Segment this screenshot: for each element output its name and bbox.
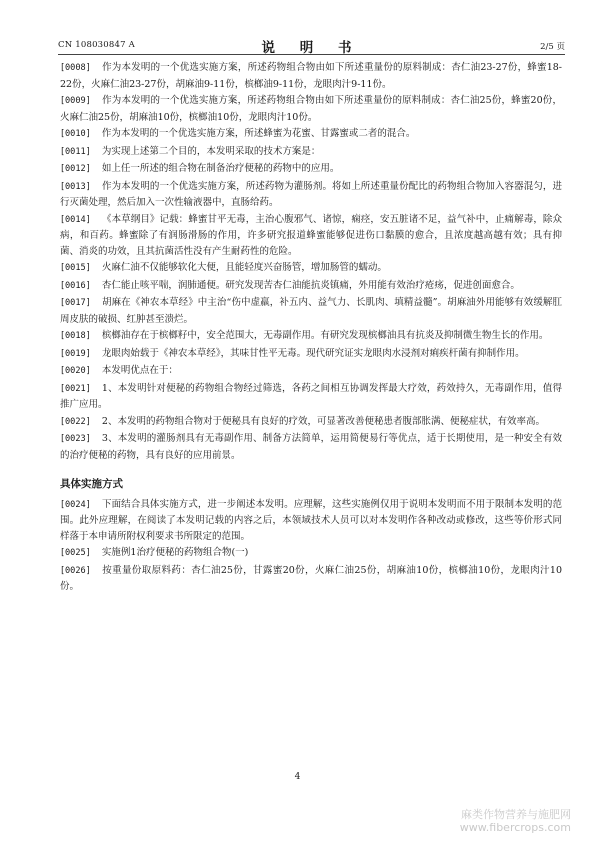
paragraph-number: [0008] [59, 63, 91, 73]
page-header [58, 36, 565, 56]
paragraph-number: [0024] [59, 499, 91, 510]
paragraph-number: [0009] [59, 96, 91, 106]
paragraph [60, 278, 562, 295]
paragraph-number: [0011] [59, 146, 91, 157]
paragraph-text: 下面结合具体实施方式，进一步阐述本发明。应理解，这些实施例仅用于说明本发明而不用于限制本发明的范围。此外应理解，在阅读了本发明记载的内容之后，本领域技术人员可以对本发明作各种改动或修改，这些等价形式同样落于本申请所附权利要求书所限定的范围。 [60, 498, 562, 542]
document-title: 说 明 书 [261, 40, 362, 56]
paragraph-text: 作为本发明的一个优选实施方案，所述药物组合物由如下所述重量份的原料制成：杏仁油23-27份，蜂蜜18-22份，火麻仁油23-27份，胡麻油9-11份，槟榔油9-11份，龙眼肉汁9-11份。 [60, 62, 562, 90]
paragraph-text: 作为本发明的一个优选实施方案，所述蜂蜜为花蜜、甘露蜜或二者的混合。 [101, 128, 416, 139]
paragraph [60, 497, 562, 545]
watermark-line-1: 麻类作物营养与施肥网 [461, 808, 571, 821]
paragraph-text: 1、本发明针对便秘的药物组合物经过筛选，各药之间相互协调发挥最大疗效，药效持久，无毒副作用，值得推广应用。 [60, 382, 562, 410]
paragraph-number: [0014] [59, 214, 91, 225]
paragraph-number: [0017] [59, 298, 91, 308]
paragraph [60, 328, 562, 345]
paragraph-text: 作为本发明的一个优选实施方案，所述药物为灌肠剂。将如上所述重量份配比的药物组合物加入容器混匀，进行灭菌处理，然后加入一次性输液器中，直肠给药。 [60, 180, 562, 208]
paragraph [60, 212, 562, 260]
paragraph-number: [0018] [59, 331, 91, 341]
paragraph-text: 按重量份取原料药：杏仁油25份，甘露蜜20份，火麻仁油25份，胡麻油10份，槟榔油10份，龙眼肉汁10份。 [60, 564, 562, 592]
paragraph [60, 260, 562, 277]
paragraph-text: 龙眼肉始载于《神农本草经》，其味甘性平无毒。现代研究证实龙眼肉水浸剂对痢疾杆菌有抑制作用。 [101, 347, 525, 359]
paragraph-number: [0022] [59, 416, 91, 427]
paragraph-text: 实施例1治疗便秘的药物组合物(一) [101, 547, 249, 558]
paragraph [60, 545, 562, 562]
paragraph [60, 363, 562, 380]
document-body [60, 60, 562, 596]
paragraph-number: [0012] [59, 164, 91, 174]
paragraph-text: 《本草纲目》记载：蜂蜜甘平无毒，主治心腹邪气、诸惊，痫痉，安五脏诸不足，益气补中，止痛解毒，除众病，和百药。蜂蜜除了有润肠滑肠的作用，许多研究报道蜂蜜能够促进伤口黏膜的愈合，且浓度越高越有效；具有抑菌、消炎的功效，且其抗菌活性没有产生耐药性的危险。 [60, 213, 562, 257]
page-indicator: 2/5 页 [540, 42, 565, 52]
paragraph-number: [0026] [59, 565, 91, 576]
paragraph [60, 563, 562, 595]
paragraph-text: 2、本发明的药物组合物对于便秘具有良好的疗效，可显著改善便秘患者腹部胀满、便秘症状，有效率高。 [101, 415, 545, 427]
paragraph-text: 槟榔油存在于槟榔籽中，安全范围大，无毒副作用。有研究发现槟榔油具有抗炎及抑制微生物生长的作用。 [101, 330, 549, 341]
paragraph-text: 3、本发明的灌肠剂具有无毒副作用、制备方法简单，运用简便易行等优点，适于长期使用，是一种安全有效的治疗便秘的药物，具有良好的应用前景。 [60, 433, 562, 461]
paragraph [60, 144, 562, 161]
paragraph-text: 如上任一所述的组合物在制备治疗便秘的药物中的应用。 [101, 163, 340, 174]
paragraph [60, 295, 562, 327]
paragraph-number: [0023] [59, 434, 91, 444]
paragraph-number: [0013] [59, 181, 91, 192]
paragraph-text: 为实现上述第二个目的，本发明采取的技术方案是： [101, 145, 321, 157]
paragraph-list [60, 60, 562, 463]
paragraph-number: [0019] [59, 348, 91, 359]
paragraph [60, 431, 562, 463]
paragraph-number: [0020] [59, 366, 91, 376]
watermark [460, 808, 571, 834]
paragraph [60, 381, 562, 413]
paragraph-number: [0025] [59, 548, 91, 558]
paragraph-text: 火麻仁油不仅能够软化大便，且能轻度兴奋肠管，增加肠管的蠕动。 [101, 262, 387, 273]
patent-number: CN 108030847 A [58, 40, 135, 50]
paragraph [60, 179, 562, 211]
paragraph-text: 作为本发明的一个优选实施方案，所述药物组合物由如下所述重量份的原料制成：杏仁油25份，蜂蜜20份，火麻仁油25份，胡麻油10份，槟榔油10份，龙眼肉汁10份。 [60, 95, 562, 123]
paragraph-text: 杏仁能止咳平喘，润肺通便。研究发现苦杏仁油能抗炎镇痛，外用能有效治疗疮疡，促进创面愈合。 [101, 279, 520, 291]
paragraph-text: 本发明优点在于： [101, 365, 178, 376]
paragraph [60, 60, 562, 92]
paragraph-text: 胡麻在《神农本草经》中主治“伤中虚羸，补五内、益气力、长肌肉、填精益髓”。胡麻油外用能够有效缓解肛周皮肤的破损、红肿甚至溃烂。 [60, 297, 562, 325]
paragraph-number: [0010] [59, 129, 91, 139]
paragraph-number: [0015] [59, 263, 91, 273]
watermark-line-2: www.fibercrops.com [459, 821, 571, 834]
header-divider [58, 54, 565, 55]
paragraph-list-2 [60, 497, 562, 595]
paragraph [60, 414, 562, 431]
paragraph-number: [0021] [59, 383, 91, 394]
paragraph [60, 161, 562, 178]
paragraph-number: [0016] [59, 280, 91, 291]
paragraph [60, 126, 562, 143]
paragraph [60, 346, 562, 363]
page-number: 4 [294, 772, 301, 782]
section-heading: 具体实施方式 [60, 478, 123, 490]
paragraph [60, 93, 562, 125]
